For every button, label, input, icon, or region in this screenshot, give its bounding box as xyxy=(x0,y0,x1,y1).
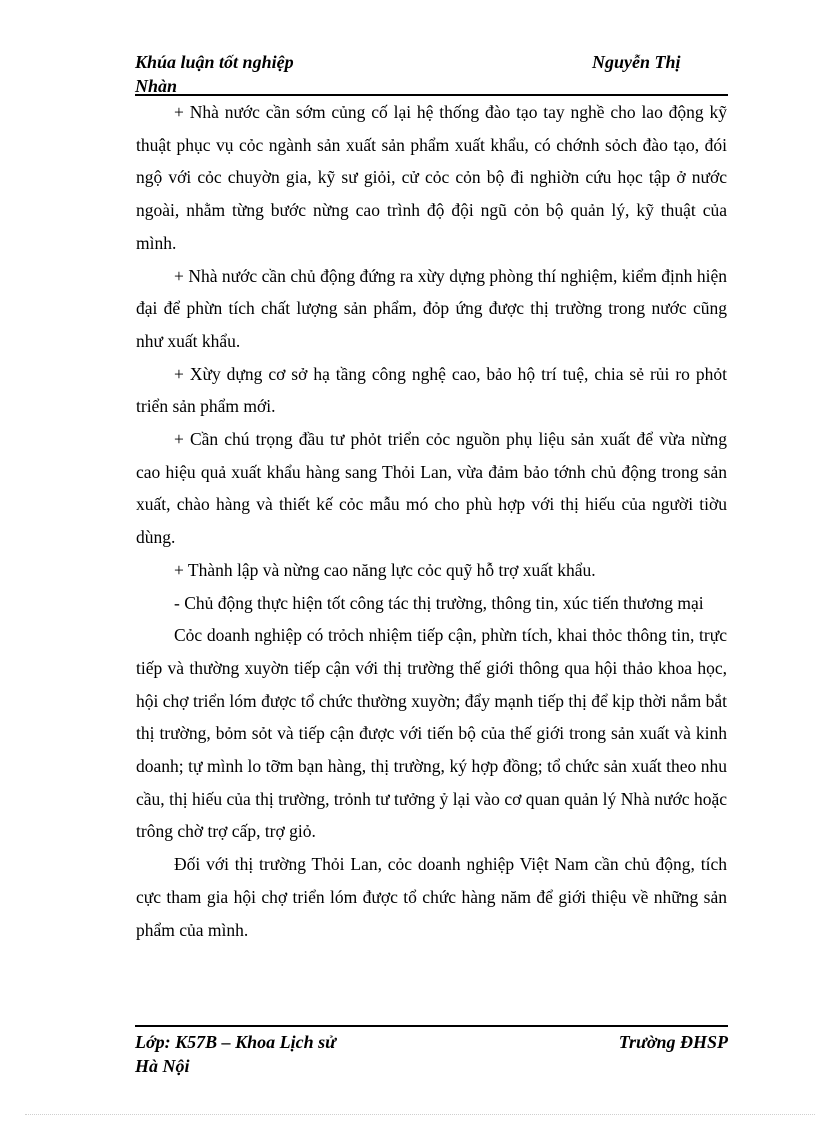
body-text xyxy=(136,96,727,946)
header-author-name: Nguyễn Thị xyxy=(592,52,681,72)
header-author-name-continued: Nhàn xyxy=(135,76,178,96)
paragraph-enterprise-responsibility: Cỏc doanh nghiệp có trỏch nhiệm tiếp cận, phừn tích, khai thỏc thông tin, trực tiếp và thường xuyờn tiếp cận với thị trường thế giới thông qua hội thảo khoa học, hội chợ triển lóm được tổ chức thường xuyờn; đẩy mạnh tiếp thị để kịp thời nắm bắt thị trường, bỏm sỏt và tiếp cận được với tiến bộ của thế giới trong sản xuất và kinh doanh; tự mình lo tỡm bạn hàng, thị trường, ký hợp đồng; tổ chức sản xuất theo nhu cầu, thị hiếu của thị trường, trỏnh tư tưởng ỷ lại vào cơ quan quản lý Nhà nước hoặc trông chờ trợ cấp, trợ giỏ. xyxy=(136,625,727,842)
paragraph-training: + Nhà nước cần sớm củng cố lại hệ thống đào tạo tay nghề cho lao động kỹ thuật phục vụ cỏc ngành sản xuất sản phẩm xuất khẩu, có chớnh sỏch đào tạo, đói ngộ với cỏc chuyờn gia, kỹ sư giỏi, cử cỏc cỏn bộ đi nghiờn cứu học tập ở nước ngoài, nhằm từng bước nừng cao trình độ đội ngũ cỏn bộ quản lý, kỹ thuật của mình. xyxy=(136,102,727,253)
paragraph-export-funds: + Thành lập và nừng cao năng lực cỏc quỹ hỗ trợ xuất khẩu. xyxy=(174,559,596,580)
paragraph-thailand-fairs: Đối với thị trường Thỏi Lan, cỏc doanh nghiệp Việt Nam cần chủ động, tích cực tham gia hội chợ triển lóm được tổ chức hàng năm để giới thiệu về những sản phẩm của mình. xyxy=(136,854,727,940)
footer-class-label: Lớp: K57B – Khoa Lịch sử xyxy=(135,1032,336,1052)
page-bottom-edge xyxy=(25,1114,815,1115)
footer-divider xyxy=(135,1025,728,1027)
paragraph-raw-materials: + Cần chú trọng đầu tư phỏt triển cỏc nguồn phụ liệu sản xuất để vừa nừng cao hiệu quả xuất khẩu hàng sang Thỏi Lan, vừa đảm bảo tớnh chủ động trong sản xuất, chào hàng và thiết kế cỏc mẫu mó cho phù hợp với thị hiếu của người tiờu dùng. xyxy=(136,429,727,548)
header-thesis-label: Khúa luận tốt nghiệp xyxy=(135,52,294,72)
paragraph-trade-promotion: - Chủ động thực hiện tốt công tác thị trường, thông tin, xúc tiến thương mại xyxy=(174,592,704,613)
paragraph-infrastructure: + Xừy dựng cơ sở hạ tầng công nghệ cao, bảo hộ trí tuệ, chia sẻ rủi ro phỏt triển sản phẩm mới. xyxy=(136,363,727,417)
footer-university-name: Trường ĐHSP xyxy=(618,1032,728,1052)
paragraph-laboratory: + Nhà nước cần chủ động đứng ra xừy dựng phòng thí nghiệm, kiểm định hiện đại để phừn tích chất lượng sản phẩm, đỏp ứng được thị trường trong nước cũng như xuất khẩu. xyxy=(136,265,727,351)
footer-city-name: Hà Nội xyxy=(135,1056,190,1076)
